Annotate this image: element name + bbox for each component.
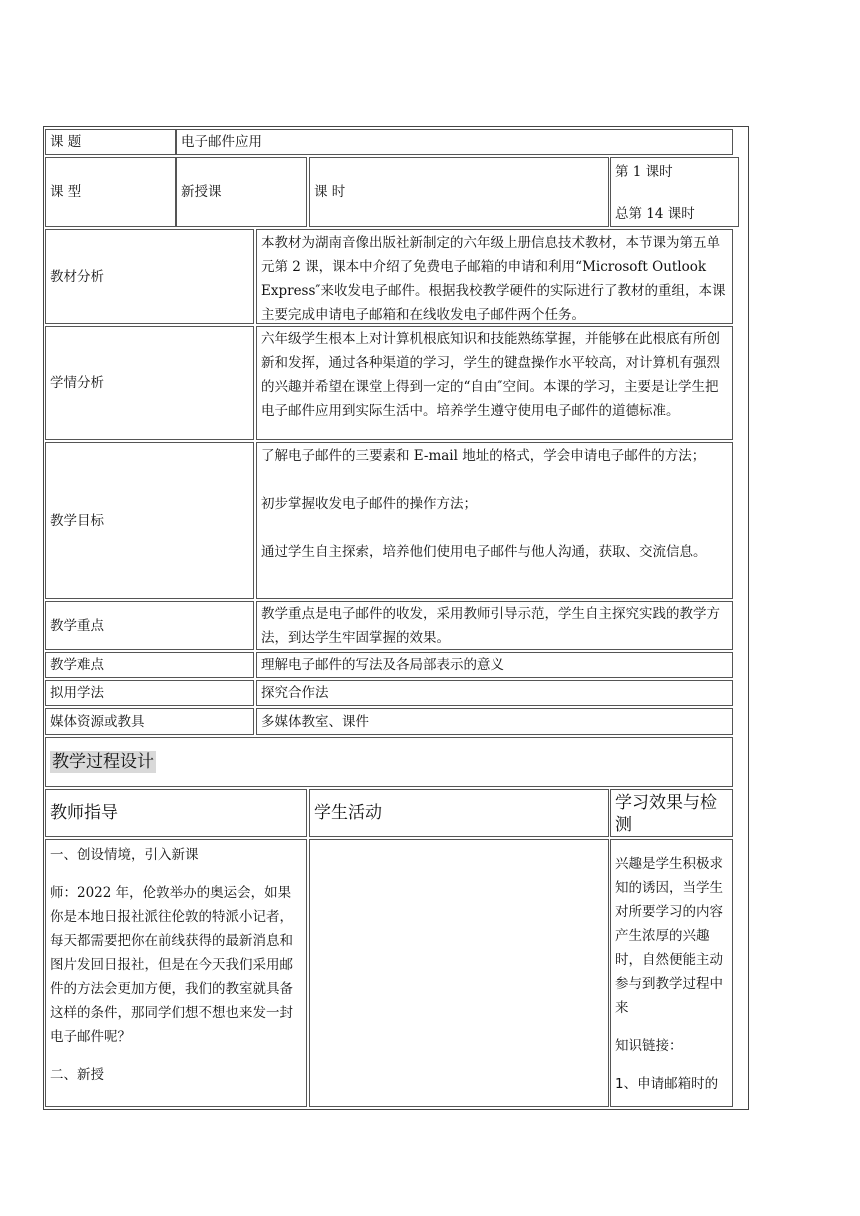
media-label: 媒体资源或教具 [45, 708, 254, 735]
process-title-cell [45, 737, 733, 787]
students-text: 六年级学生根本上对计算机根底知识和技能熟练掌握，并能够在此根底有所创新和发挥，通过各种渠道的学习，学生的键盘操作水平较高，对计算机有强烈的兴趣并希望在课堂上得到一定的“自由″空间。本课的学习，主要是让学生把电子邮件应用到实际生活中。培养学生遵守使用电子邮件的道德标准。 [256, 326, 733, 440]
students-label: 学情分析 [45, 326, 254, 440]
key-text: 教学重点是电子邮件的收发，采用教师引导示范，学生自主探究实践的教学方法，到达学生牢固掌握的效果。 [256, 601, 733, 650]
process-title: 教学过程设计 [52, 752, 154, 772]
header-effect: 学习效果与检测 [610, 789, 733, 837]
hours-value [610, 157, 739, 227]
type-label: 课 型 [45, 157, 176, 227]
effect-knowledge-link: 知识链接： [615, 1038, 683, 1054]
type-value: 新授课 [176, 157, 307, 227]
student-activity [309, 839, 609, 1107]
difficulty-text: 理解电子邮件的写法及各局部表示的意义 [256, 652, 733, 678]
goals-list [256, 442, 733, 599]
topic-label: 课 题 [45, 129, 176, 155]
goals-label: 教学目标 [45, 442, 254, 599]
header-student: 学生活动 [309, 789, 609, 837]
teacher-step-1: 一、创设情境，引入新课 [50, 847, 199, 863]
difficulty-label: 教学难点 [45, 652, 254, 678]
teacher-paragraph: 师：2022 年，伦敦举办的奥运会，如果你是本地日报社派往伦敦的特派小记者，每天都需要把你在前线获得的最新消息和图片发回日报社，但是在今天我们采用邮件的方法会更加方便，我们的教室就具备这样的条件，那同学们想不想也来发一封电子邮件呢？ [50, 885, 293, 1045]
learning-effect [610, 839, 733, 1107]
hours-label: 课 时 [309, 157, 609, 227]
material-text: 本教材为湖南音像出版社新制定的六年级上册信息技术教材，本节课为第五单元第 2 课，课本中介绍了免费电子邮箱的申请和利用“Microsoft Outlook Express″来收发电子邮件。根据我校教学硬件的实际进行了教材的重组，本课主要完成申请电子邮箱和在线收发电子邮件两个任务。 [256, 229, 733, 324]
key-label: 教学重点 [45, 601, 254, 650]
topic-value: 电子邮件应用 [176, 129, 733, 155]
goal-item-2: 初步掌握收发电子邮件的操作方法； [261, 496, 477, 512]
effect-paragraph: 兴趣是学生积极求知的诱因，当学生对所要学习的内容产生浓厚的兴趣时，自然便能主动参与到教学过程中来 [615, 856, 723, 1016]
teacher-guidance [45, 839, 307, 1107]
hours-total: 总第 14 课时 [615, 206, 695, 222]
material-label: 教材分析 [45, 229, 254, 324]
header-teacher: 教师指导 [45, 789, 307, 837]
effect-item-1: 1、申请邮箱时的 [615, 1076, 719, 1092]
media-text: 多媒体教室、课件 [256, 708, 733, 735]
hours-current: 第 1 课时 [615, 164, 673, 180]
method-label: 拟用学法 [45, 680, 254, 706]
method-text: 探究合作法 [256, 680, 733, 706]
teacher-step-2: 二、新授 [50, 1067, 104, 1083]
goal-item-3: 通过学生自主探索，培养他们使用电子邮件与他人沟通，获取、交流信息。 [261, 544, 707, 560]
goal-item-1: 了解电子邮件的三要素和 E-mail 地址的格式，学会申请电子邮件的方法； [261, 448, 706, 464]
